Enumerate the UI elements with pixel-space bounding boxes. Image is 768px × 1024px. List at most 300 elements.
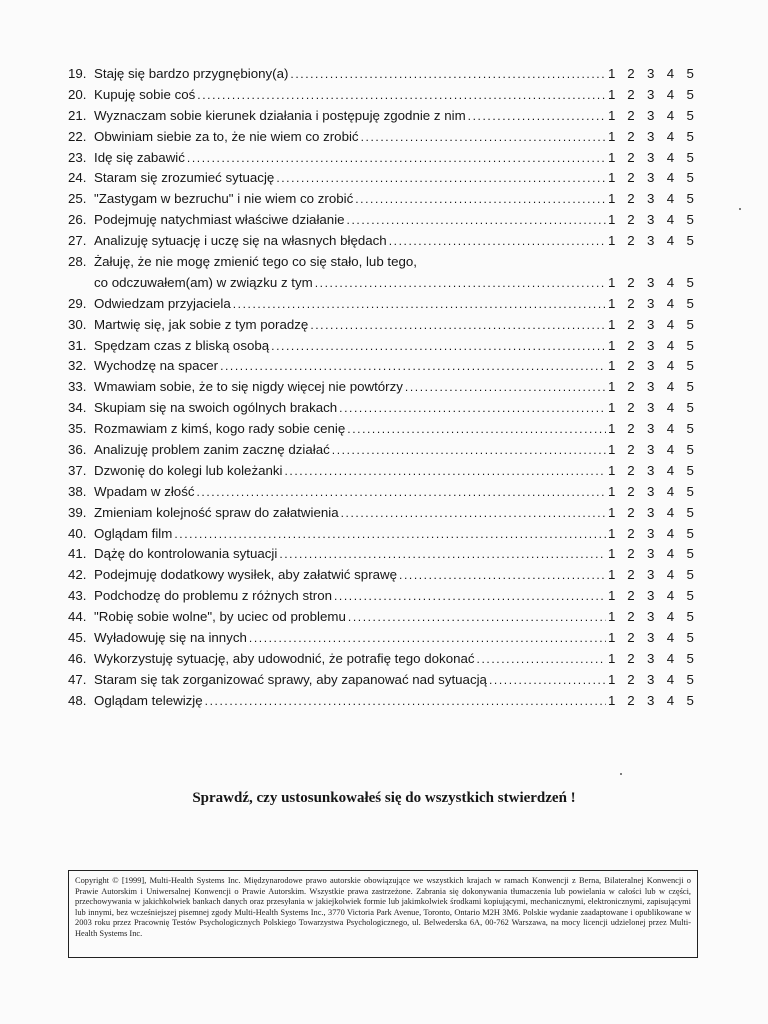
rating-scale <box>608 317 700 332</box>
question-text: Odwiedzam przyjaciela <box>94 295 231 311</box>
rating-scale <box>608 212 700 227</box>
dot-leader <box>310 318 606 332</box>
rating-scale <box>608 338 700 353</box>
rating-option-3[interactable]: 3 <box>647 567 655 583</box>
rating-option-3[interactable]: 3 <box>647 128 655 144</box>
rating-option-4[interactable]: 4 <box>666 462 675 478</box>
question-row <box>68 421 700 442</box>
question-text: Staram się tak zorganizować sprawy, aby zapanować nad sytuacją <box>94 671 487 687</box>
rating-option-3[interactable]: 3 <box>647 462 655 478</box>
rating-option-2[interactable]: 2 <box>627 588 635 604</box>
dot-leader <box>271 339 606 353</box>
rating-option-1[interactable]: 1 <box>608 650 616 666</box>
dot-leader <box>284 464 606 478</box>
question-number: 37. <box>68 462 87 478</box>
rating-option-2[interactable]: 2 <box>627 630 635 646</box>
rating-scale <box>608 170 700 185</box>
question-number: 47. <box>68 671 87 687</box>
rating-option-4[interactable]: 4 <box>666 442 675 458</box>
rating-option-5[interactable]: 5 <box>686 692 694 708</box>
question-text: Dążę do kontrolowania sytuacji <box>94 546 278 562</box>
rating-option-5[interactable]: 5 <box>686 525 694 541</box>
rating-option-5[interactable]: 5 <box>686 295 694 311</box>
dot-leader <box>399 568 606 582</box>
rating-option-4[interactable]: 4 <box>666 483 675 499</box>
rating-scale <box>608 609 700 624</box>
rating-option-5[interactable]: 5 <box>686 358 694 374</box>
question-row <box>68 108 700 129</box>
rating-option-5[interactable]: 5 <box>686 107 694 123</box>
rating-option-2[interactable]: 2 <box>627 400 635 416</box>
question-row <box>68 212 700 233</box>
rating-option-5[interactable]: 5 <box>686 86 694 102</box>
rating-option-3[interactable]: 3 <box>647 86 655 102</box>
rating-scale <box>608 463 700 478</box>
question-text: Kupuję sobie coś <box>94 86 196 102</box>
question-row <box>68 484 700 505</box>
question-row <box>68 651 700 672</box>
question-number: 21. <box>68 107 87 123</box>
question-text: Wykorzystuję sytuację, aby udowodnić, że potrafię tego dokonać <box>94 650 475 666</box>
question-text: Staję się bardzo przygnębiony(a) <box>94 66 289 81</box>
question-row <box>68 567 700 588</box>
rating-option-4[interactable]: 4 <box>666 191 675 207</box>
rating-option-3[interactable]: 3 <box>647 191 655 207</box>
question-row <box>68 233 700 254</box>
rating-scale <box>608 588 700 603</box>
rating-option-2[interactable]: 2 <box>627 212 635 228</box>
question-text: Oglądam telewizję <box>94 692 203 708</box>
question-number: 46. <box>68 650 87 666</box>
rating-scale <box>608 546 700 561</box>
rating-option-4[interactable]: 4 <box>666 650 675 666</box>
rating-scale <box>608 651 700 666</box>
rating-option-3[interactable]: 3 <box>647 337 655 353</box>
dot-leader <box>468 109 606 123</box>
rating-option-5[interactable]: 5 <box>686 191 694 207</box>
rating-option-1[interactable]: 1 <box>608 400 616 416</box>
rating-option-3[interactable]: 3 <box>647 609 655 625</box>
rating-option-3[interactable]: 3 <box>647 295 655 311</box>
rating-option-2[interactable]: 2 <box>627 66 635 81</box>
rating-option-2[interactable]: 2 <box>627 358 635 374</box>
rating-option-5[interactable]: 5 <box>686 609 694 625</box>
rating-option-1[interactable]: 1 <box>608 316 616 332</box>
rating-option-1[interactable]: 1 <box>608 546 616 562</box>
rating-option-3[interactable]: 3 <box>647 588 655 604</box>
rating-option-5[interactable]: 5 <box>686 567 694 583</box>
dot-leader <box>290 67 606 81</box>
question-number: 41. <box>68 546 87 562</box>
dot-leader <box>347 422 606 436</box>
question-text: Dzwonię do kolegi lub koleżanki <box>94 462 283 478</box>
question-number: 27. <box>68 233 87 249</box>
rating-option-2[interactable]: 2 <box>627 379 635 395</box>
rating-option-1[interactable]: 1 <box>608 442 616 458</box>
dot-leader <box>315 276 606 290</box>
question-text: Analizuję problem zanim zacznę działać <box>94 442 330 458</box>
question-number: 22. <box>68 128 87 144</box>
question-number: 36. <box>68 442 87 458</box>
dot-leader <box>205 694 606 708</box>
rating-option-2[interactable]: 2 <box>627 462 635 478</box>
rating-option-1[interactable]: 1 <box>608 671 616 687</box>
dot-leader <box>348 610 606 624</box>
rating-option-5[interactable]: 5 <box>686 170 694 186</box>
dot-leader <box>339 401 606 415</box>
rating-option-5[interactable]: 5 <box>686 442 694 458</box>
question-number: 33. <box>68 379 87 395</box>
dot-leader <box>355 192 606 206</box>
question-number: 24. <box>68 170 87 186</box>
rating-option-3[interactable]: 3 <box>647 358 655 374</box>
question-row <box>68 87 700 108</box>
rating-option-1[interactable]: 1 <box>608 66 616 81</box>
rating-option-3[interactable]: 3 <box>647 107 655 123</box>
check-all-statements-note: Sprawdź, czy ustosunkowałeś się do wszystkich stwierdzeń ! <box>192 790 576 806</box>
question-number: 26. <box>68 212 87 228</box>
rating-option-2[interactable]: 2 <box>627 274 635 290</box>
rating-option-2[interactable]: 2 <box>627 421 635 437</box>
question-row <box>68 442 700 463</box>
rating-option-4[interactable]: 4 <box>666 400 675 416</box>
rating-option-3[interactable]: 3 <box>647 525 655 541</box>
rating-option-3[interactable]: 3 <box>647 66 655 81</box>
question-text: Analizuję sytuację i uczę się na własnych błędach <box>94 233 387 249</box>
rating-scale <box>608 400 700 415</box>
rating-option-3[interactable]: 3 <box>647 546 655 562</box>
rating-option-5[interactable]: 5 <box>686 504 694 520</box>
rating-option-4[interactable]: 4 <box>666 170 675 186</box>
question-text: Wychodzę na spacer <box>94 358 219 374</box>
rating-option-3[interactable]: 3 <box>647 274 655 290</box>
rating-option-4[interactable]: 4 <box>666 337 675 353</box>
question-text: Podejmuję natychmiast właściwe działanie <box>94 212 345 228</box>
question-row <box>68 150 700 171</box>
dot-leader <box>187 151 606 165</box>
rating-option-4[interactable]: 4 <box>666 66 675 81</box>
scan-speck <box>620 773 622 775</box>
question-row <box>68 358 700 379</box>
rating-option-3[interactable]: 3 <box>647 212 655 228</box>
rating-option-4[interactable]: 4 <box>666 671 675 687</box>
rating-option-1[interactable]: 1 <box>608 337 616 353</box>
rating-scale <box>608 66 700 81</box>
question-number: 28. <box>68 254 87 270</box>
rating-option-5[interactable]: 5 <box>686 483 694 499</box>
rating-option-3[interactable]: 3 <box>647 692 655 708</box>
dot-leader <box>347 213 606 227</box>
rating-scale <box>608 630 700 645</box>
rating-option-5[interactable]: 5 <box>686 274 694 290</box>
rating-option-3[interactable]: 3 <box>647 400 655 416</box>
dot-leader <box>249 631 606 645</box>
rating-scale <box>608 693 700 708</box>
rating-option-5[interactable]: 5 <box>686 379 694 395</box>
rating-option-3[interactable]: 3 <box>647 421 655 437</box>
rating-scale <box>608 358 700 373</box>
question-row <box>68 254 700 275</box>
question-row <box>68 463 700 484</box>
rating-option-1[interactable]: 1 <box>608 295 616 311</box>
question-row-continuation <box>68 275 700 296</box>
question-text: "Robię sobie wolne", by uciec od problemu <box>94 609 346 625</box>
dot-leader <box>197 485 607 499</box>
rating-option-1[interactable]: 1 <box>608 233 616 249</box>
question-text: Wmawiam sobie, że to się nigdy więcej nie powtórzy <box>94 379 403 395</box>
question-text: Spędzam czas z bliską osobą <box>94 337 270 353</box>
question-row <box>68 317 700 338</box>
rating-option-1[interactable]: 1 <box>608 567 616 583</box>
question-row <box>68 546 700 567</box>
question-text: Żałuję, że nie mogę zmienić tego co się stało, lub tego, <box>94 254 417 270</box>
question-number: 31. <box>68 337 87 353</box>
question-text: Idę się zabawić <box>94 149 185 165</box>
question-text: Oglądam film <box>94 525 173 541</box>
question-row <box>68 526 700 547</box>
dot-leader <box>279 547 606 561</box>
rating-scale <box>608 129 700 144</box>
dot-leader <box>220 359 606 373</box>
rating-option-1[interactable]: 1 <box>608 462 616 478</box>
question-text: Staram się zrozumieć sytuację <box>94 170 275 186</box>
rating-option-3[interactable]: 3 <box>647 650 655 666</box>
rating-option-2[interactable]: 2 <box>627 170 635 186</box>
rating-option-5[interactable]: 5 <box>686 400 694 416</box>
question-text: Skupiam się na swoich ogólnych brakach <box>94 400 338 416</box>
rating-scale <box>608 672 700 687</box>
dot-leader <box>332 443 606 457</box>
rating-option-2[interactable]: 2 <box>627 567 635 583</box>
rating-option-1[interactable]: 1 <box>608 86 616 102</box>
rating-option-5[interactable]: 5 <box>686 66 694 81</box>
rating-option-2[interactable]: 2 <box>627 504 635 520</box>
rating-option-4[interactable]: 4 <box>666 546 675 562</box>
copyright-box <box>68 870 698 958</box>
rating-option-4[interactable]: 4 <box>666 358 675 374</box>
rating-option-4[interactable]: 4 <box>666 609 675 625</box>
rating-option-2[interactable]: 2 <box>627 295 635 311</box>
question-text: Wyznaczam sobie kierunek działania i postępuję zgodnie z nim <box>94 107 466 123</box>
rating-scale <box>608 108 700 123</box>
rating-option-4[interactable]: 4 <box>666 316 675 332</box>
rating-scale <box>608 421 700 436</box>
rating-option-3[interactable]: 3 <box>647 504 655 520</box>
rating-option-4[interactable]: 4 <box>666 295 675 311</box>
question-number: 39. <box>68 504 87 520</box>
rating-scale <box>608 526 700 541</box>
question-text-continuation: co odczuwałem(am) w związku z tym <box>94 274 313 290</box>
rating-option-1[interactable]: 1 <box>608 525 616 541</box>
question-text: Wpadam w złość <box>94 483 195 499</box>
rating-option-5[interactable]: 5 <box>686 128 694 144</box>
rating-option-3[interactable]: 3 <box>647 630 655 646</box>
rating-option-2[interactable]: 2 <box>627 525 635 541</box>
rating-option-1[interactable]: 1 <box>608 504 616 520</box>
question-row <box>68 191 700 212</box>
rating-option-3[interactable]: 3 <box>647 671 655 687</box>
rating-option-2[interactable]: 2 <box>627 128 635 144</box>
dot-leader <box>389 234 606 248</box>
rating-option-1[interactable]: 1 <box>608 274 616 290</box>
rating-option-2[interactable]: 2 <box>627 442 635 458</box>
question-row <box>68 170 700 191</box>
rating-option-4[interactable]: 4 <box>666 630 675 646</box>
rating-option-3[interactable]: 3 <box>647 483 655 499</box>
rating-option-4[interactable]: 4 <box>666 86 675 102</box>
rating-option-5[interactable]: 5 <box>686 546 694 562</box>
scan-speck <box>739 208 741 210</box>
question-number: 40. <box>68 525 87 541</box>
rating-scale <box>608 191 700 206</box>
rating-scale <box>608 379 700 394</box>
rating-option-4[interactable]: 4 <box>666 525 675 541</box>
rating-option-2[interactable]: 2 <box>627 233 635 249</box>
question-text: Martwię się, jak sobie z tym poradzę <box>94 316 309 332</box>
rating-option-2[interactable]: 2 <box>627 107 635 123</box>
rating-option-1[interactable]: 1 <box>608 170 616 186</box>
rating-option-1[interactable]: 1 <box>608 191 616 207</box>
rating-option-4[interactable]: 4 <box>666 149 675 165</box>
question-row <box>68 129 700 150</box>
rating-option-4[interactable]: 4 <box>666 212 675 228</box>
rating-option-5[interactable]: 5 <box>686 421 694 437</box>
rating-option-2[interactable]: 2 <box>627 86 635 102</box>
dot-leader <box>334 589 606 603</box>
questionnaire-items <box>68 66 700 714</box>
rating-option-5[interactable]: 5 <box>686 316 694 332</box>
copyright-text: Copyright © [1999], Multi-Health Systems Inc. Międzynarodowe prawo autorskie obowiązujące we wszystkich krajach w ramach Konwencji z Berna, Bilateralnej Konwencji o Prawie Autorskim i Uniwersalnej Konwencji o Prawie Autorskim. Wszystkie prawa zastrzeżone. Zabrania się dokonywania tłumaczenia lub powielania w całości lub w części, przechowywania w jakichkolwiek bankach danych oraz przesyłania w jakiejkolwiek formie lub jakimkolwiek środkami kopiującymi, mechanicznymi, elektronicznymi, zapisującymi lub innymi, bez wcześniejszej pisemnej zgody Multi-Health Systems Inc., 3770 Victoria Park Avenue, Toronto, Ontario M2H 3M6. Polskie wydanie zaadaptowane i opublikowane w 2003 roku przez Pracownię Testów Psychologicznych Polskiego Towarzystwa Psychologicznego, ul. Belwederska 6A, 00-762 Warszawa, na mocy licencji udzielonej przez Multi-Health Systems Inc. <box>75 876 691 938</box>
rating-option-5[interactable]: 5 <box>686 233 694 249</box>
dot-leader <box>361 130 606 144</box>
rating-option-1[interactable]: 1 <box>608 630 616 646</box>
rating-option-5[interactable]: 5 <box>686 588 694 604</box>
rating-option-5[interactable]: 5 <box>686 149 694 165</box>
rating-option-1[interactable]: 1 <box>608 483 616 499</box>
rating-option-3[interactable]: 3 <box>647 379 655 395</box>
question-number: 29. <box>68 295 87 311</box>
rating-option-3[interactable]: 3 <box>647 442 655 458</box>
rating-option-4[interactable]: 4 <box>666 233 675 249</box>
question-row <box>68 630 700 651</box>
rating-option-4[interactable]: 4 <box>666 128 675 144</box>
rating-option-4[interactable]: 4 <box>666 107 675 123</box>
rating-scale <box>608 275 700 290</box>
rating-option-2[interactable]: 2 <box>627 191 635 207</box>
question-number: 45. <box>68 630 87 646</box>
question-number: 20. <box>68 86 87 102</box>
question-number: 19. <box>68 66 87 81</box>
dot-leader <box>197 88 606 102</box>
rating-scale <box>608 87 700 102</box>
question-row <box>68 338 700 359</box>
question-number: 30. <box>68 316 87 332</box>
rating-option-1[interactable]: 1 <box>608 421 616 437</box>
rating-option-4[interactable]: 4 <box>666 692 675 708</box>
question-text: Zmieniam kolejność spraw do załatwienia <box>94 504 339 520</box>
rating-option-4[interactable]: 4 <box>666 274 675 290</box>
dot-leader <box>489 673 606 687</box>
rating-option-2[interactable]: 2 <box>627 483 635 499</box>
question-row <box>68 693 700 714</box>
rating-option-1[interactable]: 1 <box>608 588 616 604</box>
rating-option-5[interactable]: 5 <box>686 462 694 478</box>
question-row <box>68 588 700 609</box>
rating-scale <box>608 505 700 520</box>
rating-option-1[interactable]: 1 <box>608 609 616 625</box>
rating-scale <box>608 484 700 499</box>
rating-option-5[interactable]: 5 <box>686 212 694 228</box>
rating-option-1[interactable]: 1 <box>608 692 616 708</box>
rating-option-1[interactable]: 1 <box>608 212 616 228</box>
dot-leader <box>477 652 606 666</box>
rating-option-2[interactable]: 2 <box>627 316 635 332</box>
question-number: 48. <box>68 692 87 708</box>
rating-option-3[interactable]: 3 <box>647 233 655 249</box>
rating-option-2[interactable]: 2 <box>627 671 635 687</box>
rating-scale <box>608 233 700 248</box>
rating-option-1[interactable]: 1 <box>608 149 616 165</box>
rating-option-4[interactable]: 4 <box>666 588 675 604</box>
rating-option-2[interactable]: 2 <box>627 609 635 625</box>
question-number: 38. <box>68 483 87 499</box>
question-text: Obwiniam siebie za to, że nie wiem co zrobić <box>94 128 359 144</box>
question-number: 32. <box>68 358 87 374</box>
question-number: 23. <box>68 149 87 165</box>
rating-option-2[interactable]: 2 <box>627 149 635 165</box>
rating-option-4[interactable]: 4 <box>666 567 675 583</box>
dot-leader <box>405 380 606 394</box>
rating-scale <box>608 567 700 582</box>
question-number: 44. <box>68 609 87 625</box>
question-text: Wyładowuję się na innych <box>94 630 247 646</box>
question-number: 42. <box>68 567 87 583</box>
rating-option-5[interactable]: 5 <box>686 671 694 687</box>
question-row <box>68 505 700 526</box>
dot-leader <box>233 297 606 311</box>
rating-option-4[interactable]: 4 <box>666 379 675 395</box>
rating-option-1[interactable]: 1 <box>608 358 616 374</box>
question-text: Podchodzę do problemu z różnych stron <box>94 588 332 604</box>
rating-option-2[interactable]: 2 <box>627 337 635 353</box>
rating-option-2[interactable]: 2 <box>627 650 635 666</box>
rating-option-1[interactable]: 1 <box>608 379 616 395</box>
question-text: Podejmuję dodatkowy wysiłek, aby załatwić sprawę <box>94 567 398 583</box>
rating-option-4[interactable]: 4 <box>666 421 675 437</box>
rating-option-3[interactable]: 3 <box>647 149 655 165</box>
rating-option-1[interactable]: 1 <box>608 128 616 144</box>
rating-scale <box>608 296 700 311</box>
dot-leader <box>174 527 606 541</box>
rating-option-1[interactable]: 1 <box>608 107 616 123</box>
rating-option-5[interactable]: 5 <box>686 650 694 666</box>
question-row <box>68 379 700 400</box>
rating-option-2[interactable]: 2 <box>627 692 635 708</box>
rating-option-3[interactable]: 3 <box>647 170 655 186</box>
question-number: 25. <box>68 191 87 207</box>
question-text: Rozmawiam z kimś, kogo rady sobie cenię <box>94 421 346 437</box>
question-row <box>68 296 700 317</box>
question-text: "Zastygam w bezruchu" i nie wiem co zrobić <box>94 191 354 207</box>
question-row <box>68 609 700 630</box>
dot-leader <box>341 506 606 520</box>
rating-option-2[interactable]: 2 <box>627 546 635 562</box>
rating-option-4[interactable]: 4 <box>666 504 675 520</box>
rating-option-5[interactable]: 5 <box>686 630 694 646</box>
rating-option-5[interactable]: 5 <box>686 337 694 353</box>
rating-option-3[interactable]: 3 <box>647 316 655 332</box>
question-row <box>68 66 700 87</box>
